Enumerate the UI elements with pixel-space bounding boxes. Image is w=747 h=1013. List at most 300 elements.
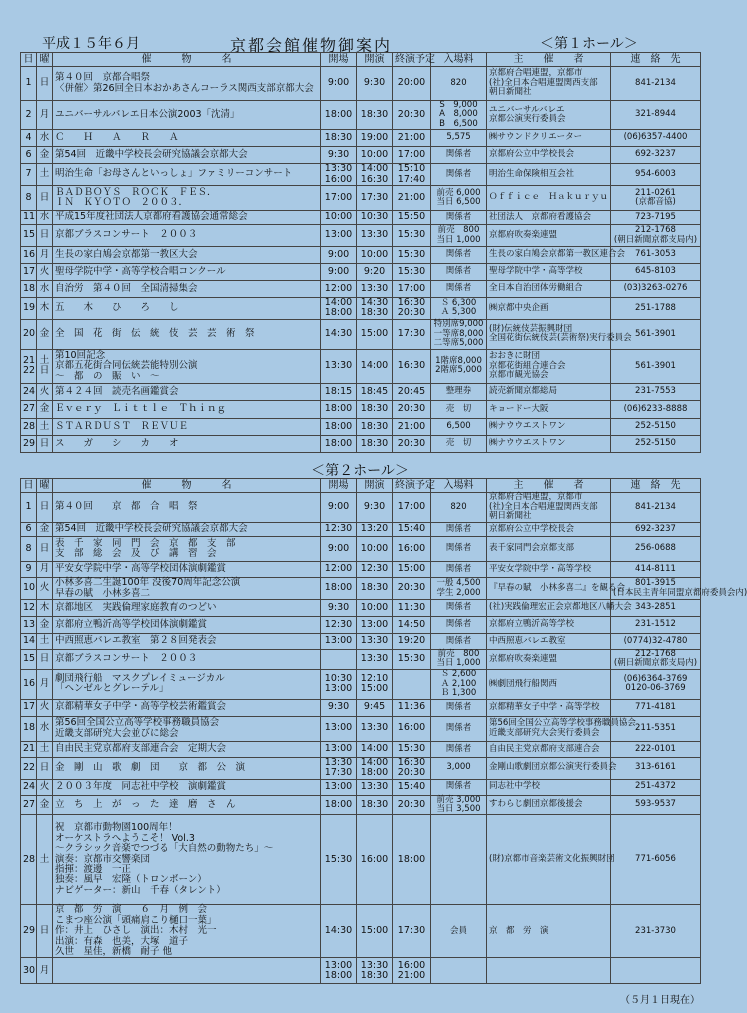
fee-cell: 関係者 [431,147,487,164]
event-name-cell: 自由民主党京都府支部連合会 定期大会 [53,741,321,757]
header-era: 平成１５年６月 [42,36,140,52]
contact-cell: (06)6233-8888 [611,400,701,418]
weekday-cell: 水 [37,281,53,298]
open-time-cell: 14:30 [321,905,357,958]
contact-cell: 211-0261 (京都音協) [611,186,701,211]
start-time-cell: 10:30 [357,211,393,225]
end-time-cell: 21:00 [393,186,431,211]
event-name-cell: ＳＴＡＲＤＵＳＴ ＲＥＶＵＥ [53,418,321,435]
fee-cell: 関係者 [431,562,487,578]
open-time-cell: 14:30 [321,319,357,349]
weekday-cell: 日 [37,757,53,779]
end-time-cell: 17:30 [393,319,431,349]
hall1-label: ＜第１ホール＞ [540,36,638,52]
event-name-cell: 京都ブラスコンサート ２００３ [53,650,321,670]
open-time-cell: 13:00 [321,225,357,247]
start-time-cell: 18:30 [357,795,393,815]
table-row [21,211,701,225]
start-time-cell: 14:00 [357,349,393,383]
contact-cell: 222-0101 [611,741,701,757]
day-cell: 22 [21,757,37,779]
start-time-cell: 13:30 [357,779,393,795]
table-row [21,650,701,670]
fee-cell: 関係者 [431,164,487,186]
end-time-cell: 15:30 [393,247,431,264]
open-time-cell: 18:00 [321,795,357,815]
event-name-cell: ＢＡＤＢＯＹＳ ＲＯＣＫ ＦＥＳ． ＩＮ ＫＹＯＴＯ ２００３． [53,186,321,211]
hall1-table [20,52,701,453]
day-cell: 30 [21,958,37,984]
start-time-cell: 18:30 [357,101,393,130]
hall2-header-row [21,479,701,493]
start-time-cell: 13:30 18:30 [357,958,393,984]
contact-cell: 645-8103 [611,264,701,281]
open-time-cell: 13:00 [321,716,357,741]
fee-cell: 820 [431,67,487,101]
event-name-cell: 京都地区 実践倫理家庭教育のつどい [53,600,321,617]
event-name-cell: 京都ブラスコンサート ２００３ [53,225,321,247]
organizer-cell: 京都府吹奏楽連盟 [487,650,611,670]
fee-cell: 一般 4,500 学生 2,000 [431,578,487,600]
open-time-cell: 9:30 [321,600,357,617]
event-name-cell: 全 国 花 街 伝 統 伎 芸 芸 術 祭 [53,319,321,349]
day-cell: 8 [21,186,37,211]
fee-cell: 関係者 [431,281,487,298]
end-time-cell: 15:30 [393,741,431,757]
event-name-cell: Ｃ Ｈ Ａ Ｒ Ａ [53,130,321,147]
end-time-cell: 20:30 [393,435,431,452]
weekday-cell: 月 [37,669,53,699]
table-row [21,493,701,523]
weekday-cell: 金 [37,147,53,164]
organizer-cell: 京都府吹奏楽連盟 [487,225,611,247]
weekday-cell: 月 [37,247,53,264]
table-row [21,383,701,400]
event-name-cell: 京都府立鴨沂高等学校団体演劇鑑賞 [53,617,321,634]
weekday-cell: 火 [37,779,53,795]
organizer-cell: キョードー大阪 [487,400,611,418]
start-time-cell: 10:00 [357,247,393,264]
open-time-cell: 14:00 18:00 [321,298,357,320]
organizer-cell: 第56回全国公立高等学校事務職員協会 近畿支部研究大会実行委員会 [487,716,611,741]
end-time-cell: 15:30 [393,650,431,670]
weekday-cell: 月 [37,101,53,130]
fee-cell: 関係者 [431,211,487,225]
table-row [21,669,701,699]
start-time-cell: 15:00 [357,905,393,958]
weekday-cell: 日 [37,67,53,101]
day-cell: 13 [21,617,37,634]
day-cell: 16 [21,247,37,264]
column-header: 催 物 名 [53,53,321,67]
day-cell: 17 [21,264,37,281]
contact-cell: 723-7195 [611,211,701,225]
end-time-cell: 20:30 [393,101,431,130]
column-header: 曜 [37,53,53,67]
start-time-cell: 10:00 [357,147,393,164]
organizer-cell: (財)伝統伎芸振興財団 全国花街伝統伎芸(芸術祭)実行委員会 [487,319,611,349]
organizer-cell: 明治生命保険相互会社 [487,164,611,186]
organizer-cell: 同志社中学校 [487,779,611,795]
event-name-cell: 平安女学院中学・高等学校団体演劇鑑賞 [53,562,321,578]
organizer-cell: 聖母学院中学・高等学校 [487,264,611,281]
start-time-cell: 13:00 [357,617,393,634]
start-time-cell: 18:30 [357,435,393,452]
table-row [21,101,701,130]
event-name-cell: 第10回記念 京都五花街合同伝統芸能特別公演 ～ 都 の 賑 い ～ [53,349,321,383]
start-time-cell: 16:00 [357,815,393,905]
contact-cell: 251-1788 [611,298,701,320]
weekday-cell: 土 [37,741,53,757]
contact-cell: 841-2134 [611,67,701,101]
open-time-cell: 9:00 [321,537,357,562]
day-cell: 14 [21,634,37,650]
organizer-cell: ㈱ナウウエストワン [487,418,611,435]
column-header: 日 [21,479,37,493]
contact-cell: 231-3730 [611,905,701,958]
start-time-cell: 9:45 [357,699,393,716]
table-row [21,958,701,984]
contact-cell: 252-5150 [611,435,701,452]
day-cell: 21 22 [21,349,37,383]
start-time-cell: 12:30 [357,562,393,578]
organizer-cell: ㈱ナウウエストワン [487,435,611,452]
open-time-cell: 18:30 [321,130,357,147]
contact-cell: 231-7553 [611,383,701,400]
day-cell: 12 [21,600,37,617]
open-time-cell: 9:30 [321,147,357,164]
contact-cell: 692-3237 [611,147,701,164]
end-time-cell [393,669,431,699]
column-header: 日 [21,53,37,67]
table-row [21,130,701,147]
day-cell: 10 [21,578,37,600]
fee-cell [431,958,487,984]
end-time-cell: 16:30 20:30 [393,757,431,779]
contact-cell: 841-2134 [611,493,701,523]
end-time-cell: 15:50 [393,211,431,225]
organizer-cell: Ｏｆｆｉｃｅ Ｈａｋｕｒｙｕ [487,186,611,211]
start-time-cell: 14:30 18:30 [357,298,393,320]
fee-cell: 1階席8,000 2階席5,000 [431,349,487,383]
end-time-cell: 11:30 [393,600,431,617]
day-cell: 4 [21,130,37,147]
table-row [21,699,701,716]
end-time-cell: 20:00 [393,67,431,101]
start-time-cell: 9:20 [357,264,393,281]
table-row [21,600,701,617]
end-time-cell: 16:00 21:00 [393,958,431,984]
open-time-cell: 18:00 [321,418,357,435]
fee-cell: 会員 [431,905,487,958]
open-time-cell: 18:15 [321,383,357,400]
contact-cell: 561-3901 [611,319,701,349]
fee-cell: 売 切 [431,400,487,418]
contact-cell: 231-1512 [611,617,701,634]
weekday-cell: 水 [37,130,53,147]
end-time-cell: 21:00 [393,130,431,147]
event-name-cell: 中西照恵バレエ教室 第２８回発表会 [53,634,321,650]
fee-cell: 前売 6,000 当日 6,500 [431,186,487,211]
organizer-cell: (財)京都市音楽芸術文化振興財団 [487,815,611,905]
end-time-cell: 15:30 [393,264,431,281]
end-time-cell: 20:30 [393,400,431,418]
weekday-cell: 金 [37,400,53,418]
fee-cell: 関係者 [431,617,487,634]
contact-cell: 771-6056 [611,815,701,905]
contact-cell: 954-6003 [611,164,701,186]
table-row [21,298,701,320]
organizer-cell: 全日本自治団体労働組合 [487,281,611,298]
event-name-cell: ユニバーサルバレエ日本公演2003「沈清」 [53,101,321,130]
organizer-cell: 社団法人 京都府看護協会 [487,211,611,225]
fee-cell: 3,000 [431,757,487,779]
start-time-cell: 14:00 16:30 [357,164,393,186]
open-time-cell: 12:00 [321,281,357,298]
table-row [21,716,701,741]
contact-cell: 313-6161 [611,757,701,779]
weekday-cell: 日 [37,537,53,562]
event-name-cell: 五 木 ひ ろ し [53,298,321,320]
day-cell: 6 [21,523,37,537]
open-time-cell: 15:30 [321,815,357,905]
table-row [21,400,701,418]
weekday-cell: 日 [37,435,53,452]
table-row [21,757,701,779]
weekday-cell: 日 [37,225,53,247]
table-row [21,225,701,247]
table-row [21,578,701,600]
organizer-cell: ユニバーサルバレエ 京都公演実行委員会 [487,101,611,130]
event-name-cell: 聖母学院中学・高等学校合唱コンクール [53,264,321,281]
start-time-cell: 13:20 [357,523,393,537]
open-time-cell: 13:30 17:30 [321,757,357,779]
weekday-cell: 土 [37,634,53,650]
table-row [21,67,701,101]
column-header: 曜 [37,479,53,493]
organizer-cell: 生長の家白鳩会京都第一教区連合会 [487,247,611,264]
end-time-cell: 14:50 [393,617,431,634]
organizer-cell: 京都府合唱連盟，京都市 (社)全日本合唱連盟関西支部 朝日新聞社 [487,67,611,101]
weekday-cell: 日 [37,905,53,958]
organizer-cell: 読売新聞京都総局 [487,383,611,400]
start-time-cell: 14:00 18:00 [357,757,393,779]
open-time-cell: 9:00 [321,493,357,523]
fee-cell: 関係者 [431,264,487,281]
organizer-cell: 京都府公立中学校長会 [487,523,611,537]
contact-cell: 801-3915 (日本民主青年同盟京都府委員会内) [611,578,701,600]
organizer-cell: 京都府公立中学校長会 [487,147,611,164]
open-time-cell: 18:00 [321,101,357,130]
footer-note: （５月１日現在） [620,995,700,1006]
event-name-cell: 金 剛 山 歌 劇 団 京 都 公 演 [53,757,321,779]
day-cell: 11 [21,211,37,225]
end-time-cell: 21:00 [393,418,431,435]
day-cell: 29 [21,435,37,452]
table-row [21,435,701,452]
start-time-cell: 10:00 [357,537,393,562]
end-time-cell: 17:00 [393,281,431,298]
hall1-header-row [21,53,701,67]
contact-cell [611,958,701,984]
day-cell: 21 [21,741,37,757]
fee-cell: 前売 800 当日 1,000 [431,225,487,247]
contact-cell: 692-3237 [611,523,701,537]
fee-cell: 売 切 [431,435,487,452]
organizer-cell: 中西照恵バレエ教室 [487,634,611,650]
contact-cell: 251-4372 [611,779,701,795]
column-header: 催 物 名 [53,479,321,493]
organizer-cell: 京都精華女子中学・高等学校 [487,699,611,716]
table-row [21,349,701,383]
column-header: 開場 [321,53,357,67]
end-time-cell: 15:40 [393,523,431,537]
day-cell: 9 [21,562,37,578]
event-name-cell: 第４２４回 読売名画鑑賞会 [53,383,321,400]
end-time-cell: 17:30 [393,905,431,958]
table-row [21,634,701,650]
contact-cell: (03)3263-0276 [611,281,701,298]
end-time-cell: 15:00 [393,562,431,578]
day-cell: 15 [21,650,37,670]
weekday-cell: 水 [37,716,53,741]
organizer-cell: 表千家同門会京都支部 [487,537,611,562]
start-time-cell: 18:30 [357,418,393,435]
weekday-cell: 土 [37,418,53,435]
weekday-cell: 土 [37,815,53,905]
organizer-cell: すわらじ劇団京都後援会 [487,795,611,815]
end-time-cell: 19:20 [393,634,431,650]
event-name-cell: 立 ち 上 が っ た 達 磨 さ ん [53,795,321,815]
contact-cell: 321-8944 [611,101,701,130]
event-name-cell: 明治生命「お母さんといっしょ」ファミリーコンサート [53,164,321,186]
start-time-cell: 17:30 [357,186,393,211]
open-time-cell: 9:30 [321,699,357,716]
fee-cell: 関係者 [431,247,487,264]
end-time-cell: 17:00 [393,147,431,164]
column-header: 終演予定 [393,479,431,493]
event-name-cell: 第54回 近畿中学校長会研究協議会京都大会 [53,523,321,537]
weekday-cell: 土 日 [37,349,53,383]
organizer-cell: 京都府合唱連盟，京都市 (社)全日本合唱連盟関西支部 朝日新聞社 [487,493,611,523]
open-time-cell: 13:00 [321,741,357,757]
table-row [21,905,701,958]
contact-cell: 593-9537 [611,795,701,815]
day-cell: 19 [21,298,37,320]
table-row [21,617,701,634]
open-time-cell: 18:00 [321,400,357,418]
contact-cell: 256-0688 [611,537,701,562]
column-header: 入場料 [431,479,487,493]
end-time-cell: 17:00 [393,493,431,523]
open-time-cell: 17:00 [321,186,357,211]
weekday-cell: 金 [37,523,53,537]
contact-cell: 252-5150 [611,418,701,435]
open-time-cell: 12:30 [321,617,357,634]
fee-cell: 整理券 [431,383,487,400]
table-row [21,264,701,281]
fee-cell: 特別席9,000 一等席8,000 二等席5,000 [431,319,487,349]
contact-cell: 211-5351 [611,716,701,741]
start-time-cell: 13:30 [357,650,393,670]
start-time-cell: 12:10 15:00 [357,669,393,699]
fee-cell: 関係者 [431,741,487,757]
start-time-cell: 14:00 [357,741,393,757]
table-row [21,281,701,298]
end-time-cell: 11:36 [393,699,431,716]
open-time-cell: 12:00 [321,562,357,578]
fee-cell: Ｓ 2,600 Ａ 2,100 Ｂ 1,300 [431,669,487,699]
fee-cell: 関係者 [431,699,487,716]
contact-cell: 561-3901 [611,349,701,383]
open-time-cell: 13:30 16:00 [321,164,357,186]
column-header: 開演 [357,479,393,493]
event-name-cell: Ｅｖｅｒｙ Ｌｉｔｔｌｅ Ｔｈｉｎｇ [53,400,321,418]
fee-cell: 関係者 [431,537,487,562]
weekday-cell: 土 [37,164,53,186]
column-header: 主 催 者 [487,53,611,67]
column-header: 入場料 [431,53,487,67]
weekday-cell: 日 [37,650,53,670]
contact-cell: 212-1768 (朝日新聞京都支局内) [611,650,701,670]
start-time-cell: 13:30 [357,634,393,650]
event-name-cell: 第４０回 京 都 合 唱 祭 [53,493,321,523]
event-name-cell: ス ガ シ カ オ [53,435,321,452]
hall2-label: ＜第２ホール＞ [311,463,409,479]
open-time-cell [321,650,357,670]
open-time-cell: 9:00 [321,264,357,281]
event-name-cell: 第56回全国公立高等学校事務職員協会 近畿支部研究大会並びに総会 [53,716,321,741]
open-time-cell: 13:00 [321,779,357,795]
weekday-cell: 金 [37,795,53,815]
day-cell: 16 [21,669,37,699]
day-cell: 18 [21,716,37,741]
table-row [21,537,701,562]
weekday-cell: 火 [37,699,53,716]
table-row [21,779,701,795]
open-time-cell: 13:00 18:00 [321,958,357,984]
organizer-cell [487,958,611,984]
contact-cell: (06)6357-4400 [611,130,701,147]
fee-cell: 820 [431,493,487,523]
fee-cell: 関係者 [431,634,487,650]
start-time-cell: 18:45 [357,383,393,400]
organizer-cell: おおきに財団 京都花街組合連合会 京都市観光協会 [487,349,611,383]
table-row [21,741,701,757]
end-time-cell: 15:30 [393,225,431,247]
table-row [21,795,701,815]
event-name-cell: 第４０回 京都合唱祭 〈併催〉第26回全日本おかあさんコーラス関西支部京都大会 [53,67,321,101]
fee-cell [431,815,487,905]
table-row [21,418,701,435]
contact-cell: 771-4181 [611,699,701,716]
start-time-cell: 9:30 [357,67,393,101]
fee-cell: Ｓ 6,300 Ａ 5,300 [431,298,487,320]
end-time-cell: 20:45 [393,383,431,400]
event-name-cell [53,958,321,984]
event-name-cell: 小林多喜二生誕100年 没後70周年記念公演 早春の賦 小林多喜二 [53,578,321,600]
fee-cell: 前売 800 当日 1,000 [431,650,487,670]
event-name-cell: 生長の家白鳩会京都第一教区大会 [53,247,321,264]
day-cell: 24 [21,383,37,400]
fee-cell: 前売 3,000 当日 3,500 [431,795,487,815]
weekday-cell: 木 [37,600,53,617]
event-name-cell: 第54回 近畿中学校長会研究協議会京都大会 [53,147,321,164]
open-time-cell: 13:00 [321,634,357,650]
column-header: 開演 [357,53,393,67]
end-time-cell: 15:10 17:40 [393,164,431,186]
hall2-table [20,478,747,984]
